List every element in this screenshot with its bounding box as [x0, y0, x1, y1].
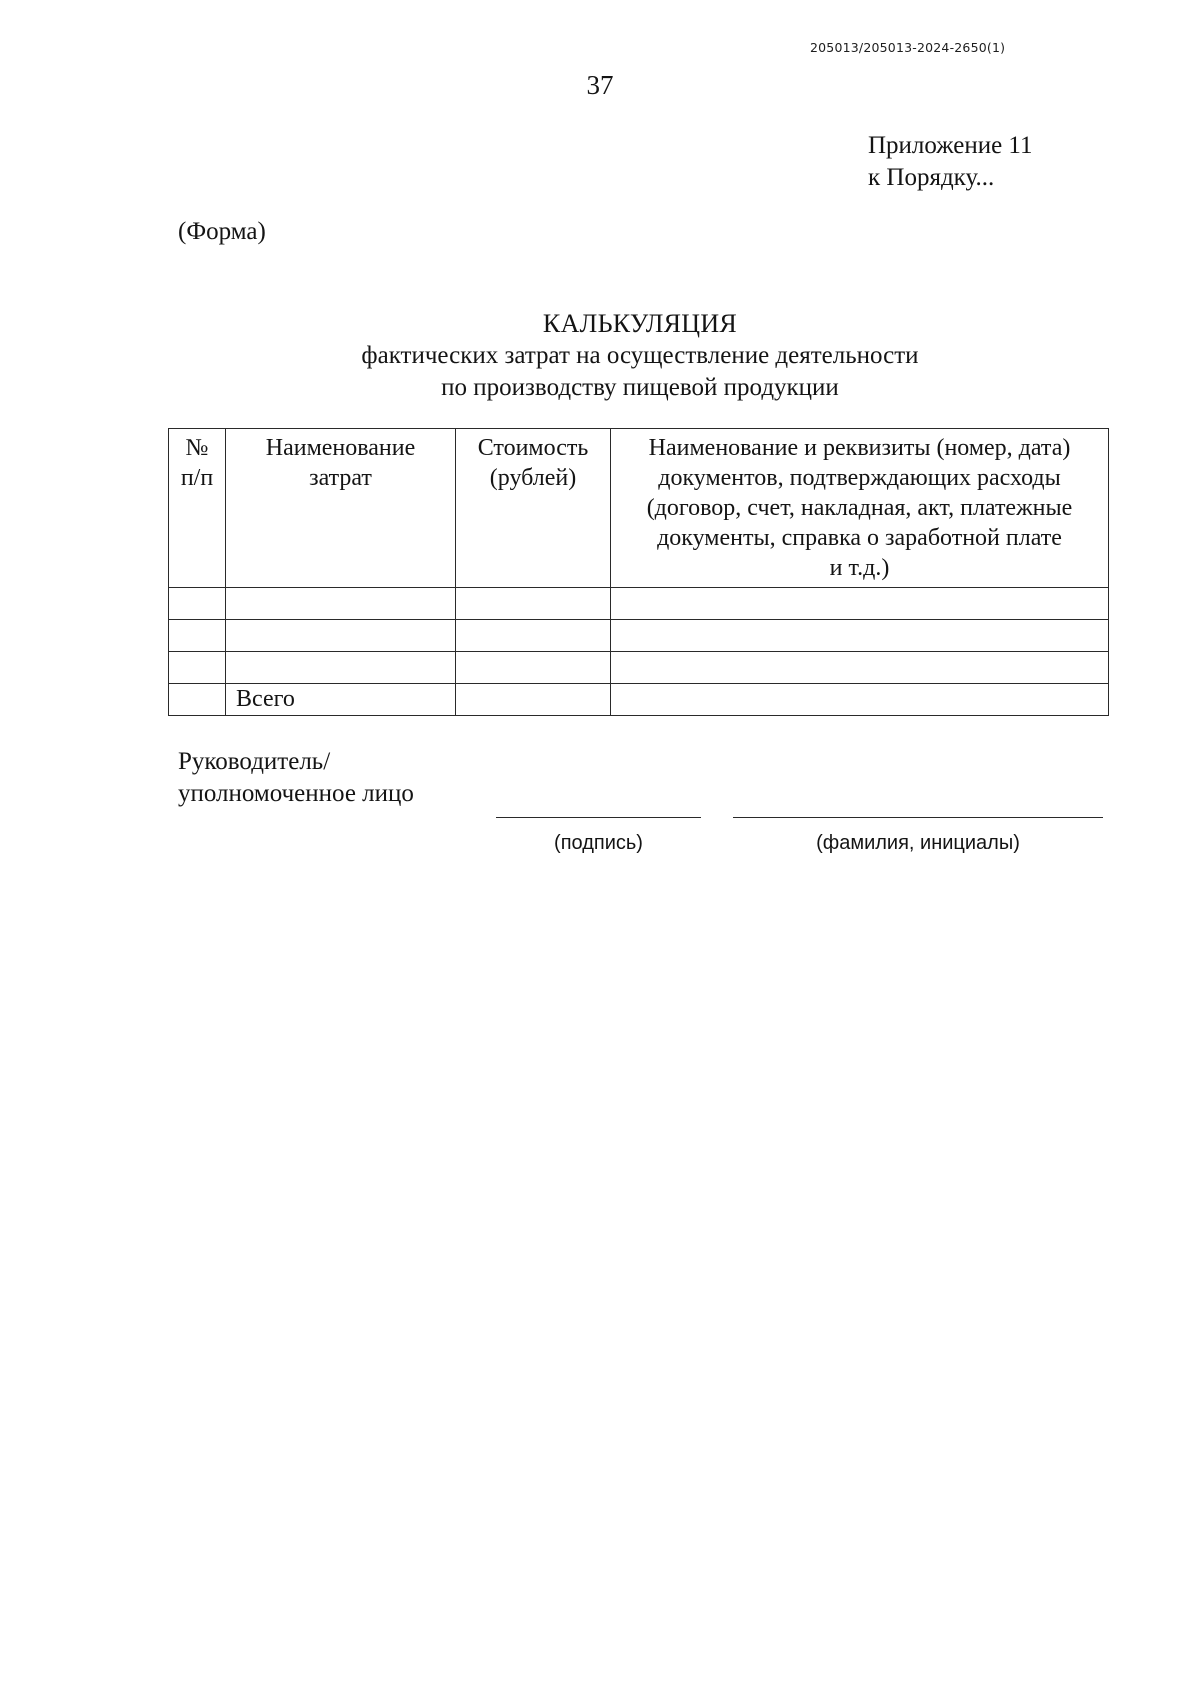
header-number [169, 429, 226, 588]
header-cost-name-line-1: Наименование [265, 435, 416, 461]
document-title [260, 308, 1020, 404]
appendix-note [868, 130, 1033, 194]
table-cell [226, 588, 456, 620]
title-subtitle-line-1: фактических затрат на осуществление деятельности [361, 342, 919, 369]
header-documents-line-5: и т.д.) [829, 555, 890, 581]
table-cell [456, 588, 611, 620]
table-cell [456, 652, 611, 684]
header-number-line-1: № [185, 435, 209, 461]
header-documents-line-4: документы, справка о заработной плате [657, 525, 1062, 551]
header-cost-value [456, 429, 611, 588]
signer-line-2: уполномоченное лицо [178, 780, 414, 807]
table-row [169, 620, 1109, 652]
signer-label [178, 746, 414, 810]
table-cell [169, 588, 226, 620]
header-number-line-2: п/п [180, 465, 214, 491]
header-cost-value-line-2: (рублей) [489, 465, 577, 491]
header-documents-line-2: документов, подтверждающих расходы [658, 465, 1061, 491]
table-total-row [169, 684, 1109, 716]
table-cell [611, 684, 1109, 716]
title-main: КАЛЬКУЛЯЦИЯ [542, 309, 738, 338]
table-row [169, 588, 1109, 620]
total-cost-cell [456, 684, 611, 716]
table-cell [169, 684, 226, 716]
header-cost-value-line-1: Стоимость [477, 435, 589, 461]
appendix-line-2: к Порядку... [868, 164, 995, 191]
header-documents-line-3: (договор, счет, накладная, акт, платежные [646, 495, 1073, 521]
form-label: (Форма) [178, 218, 266, 245]
header-cost-name-line-2: затрат [309, 465, 372, 491]
document-id: 205013/205013-2024-2650(1) [810, 40, 1006, 55]
table-cell [611, 620, 1109, 652]
title-subtitle-line-2: по производству пищевой продукции [441, 374, 839, 401]
table-cell [456, 620, 611, 652]
name-caption: (фамилия, инициалы) [816, 832, 1020, 854]
header-documents-line-1: Наименование и реквизиты (номер, дата) [648, 435, 1071, 461]
signature-caption: (подпись) [554, 832, 643, 854]
calculation-table [168, 428, 1109, 716]
table-cell [611, 588, 1109, 620]
table-cell [169, 620, 226, 652]
page-number: 37 [586, 70, 614, 100]
table-header-row [169, 429, 1109, 588]
table-cell [226, 620, 456, 652]
table-cell [226, 652, 456, 684]
table-cell [169, 652, 226, 684]
appendix-line-1: Приложение 11 [868, 132, 1033, 159]
table-cell [611, 652, 1109, 684]
header-cost-name [226, 429, 456, 588]
signature-line [496, 817, 701, 818]
name-line [733, 817, 1103, 818]
signer-line-1: Руководитель/ [178, 748, 331, 775]
total-label: Всего [226, 684, 456, 716]
table-row [169, 652, 1109, 684]
header-documents [611, 429, 1109, 588]
